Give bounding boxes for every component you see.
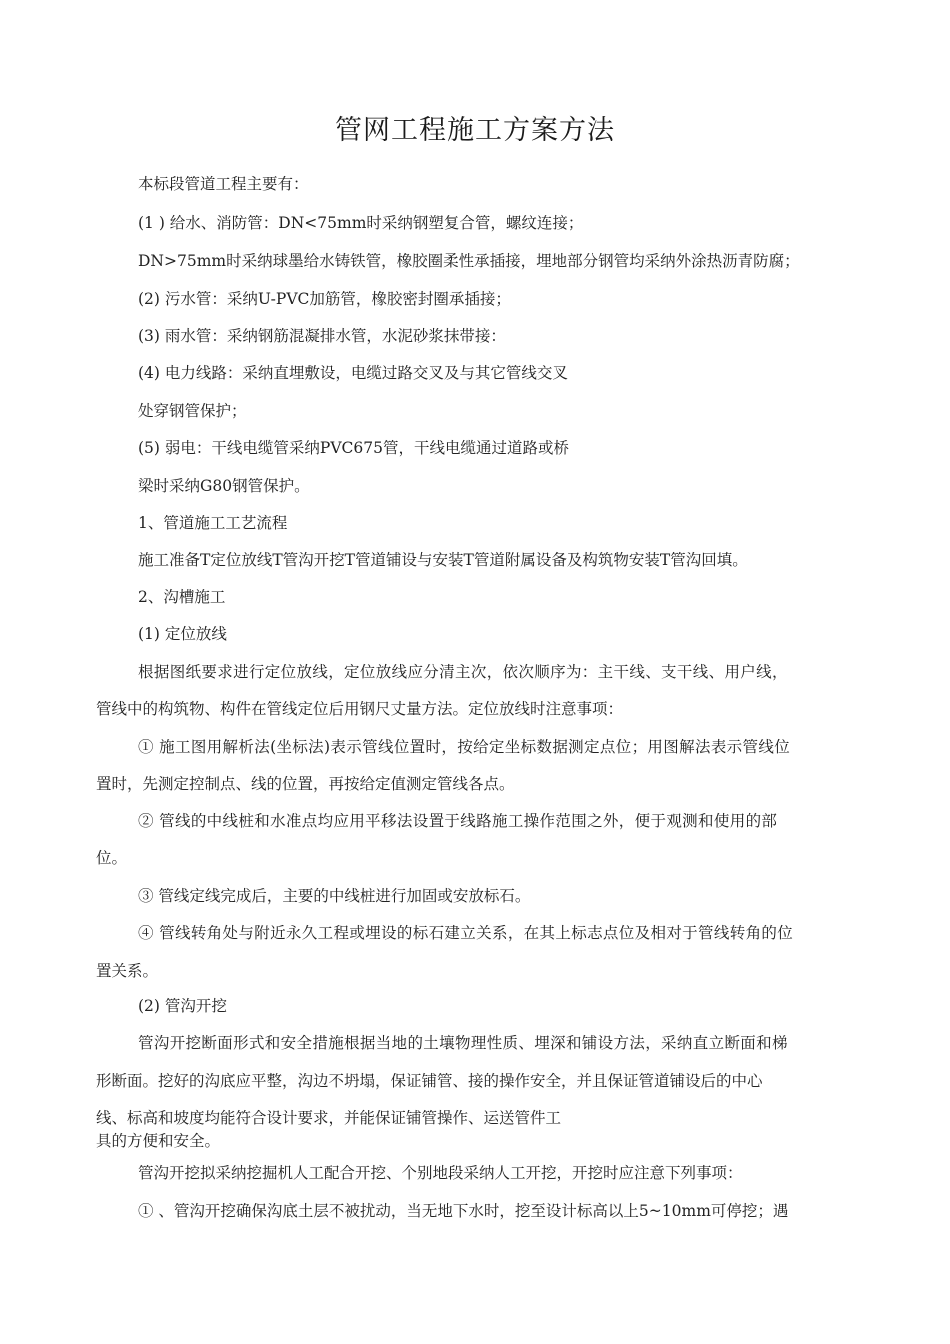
text-line: 线、标高和坡度均能符合设计要求，并能保证铺管操作、运送管件工 bbox=[96, 1109, 562, 1127]
page-title: 管网工程施工方案方法 bbox=[335, 115, 615, 146]
text-line: 形断面。挖好的沟底应平整，沟边不坍塌，保证铺管、接的操作安全，并且保证管道铺设后的中心 bbox=[96, 1072, 763, 1090]
text-line: 具的方便和安全。 bbox=[96, 1132, 221, 1150]
text-line: (2) 污水管：采纳U-PVC加筋管，橡胶密封圈承插接； bbox=[138, 290, 511, 308]
text-line: 根据图纸要求进行定位放线，定位放线应分清主次，依次顺序为：主干线、支干线、用户线， bbox=[138, 663, 788, 681]
text-line: 本标段管道工程主要有： bbox=[138, 175, 309, 193]
text-line: ③ 管线定线完成后，主要的中线桩进行加固或安放标石。 bbox=[138, 887, 531, 905]
subsection-heading: (2) 管沟开挖 bbox=[138, 997, 227, 1015]
text-line: 管沟开挖断面形式和安全措施根据当地的土壤物理性质、埋深和铺设方法，采纳直立断面和梯 bbox=[138, 1034, 788, 1052]
text-line: (3) 雨水管：采纳钢筋混凝排水管，水泥砂浆抹带接： bbox=[138, 327, 506, 345]
text-line: 置关系。 bbox=[96, 962, 159, 980]
text-line: ② 管线的中线桩和水准点均应用平移法设置于线路施工操作范围之外，便于观测和使用的部 bbox=[138, 812, 778, 830]
text-line: 管沟开挖拟采纳挖掘机人工配合开挖、个别地段采纳人工开挖，开挖时应注意下列事项： bbox=[138, 1164, 743, 1182]
text-line: ① 施工图用解析法(坐标法)表示管线位置时，按给定坐标数据测定点位；用图解法表示管线位 bbox=[138, 738, 791, 756]
text-line: ④ 管线转角处与附近永久工程或埋设的标石建立关系，在其上标志点位及相对于管线转角的位 bbox=[138, 924, 794, 942]
text-line: ① 、管沟开挖确保沟底土层不被扰动，当无地下水时，挖至设计标高以上5~10mm可停挖；遇 bbox=[138, 1202, 789, 1220]
text-line: (5) 弱电：干线电缆管采纳PVC675管，干线电缆通过道路或桥 bbox=[138, 439, 569, 457]
section-heading: 2、沟槽施工 bbox=[138, 588, 226, 606]
text-line: 管线中的构筑物、构件在管线定位后用钢尺丈量方法。定位放线时注意事项： bbox=[96, 700, 624, 718]
section-heading: 1、管道施工工艺流程 bbox=[138, 514, 288, 532]
text-line: (4) 电力线路：采纳直埋敷设，电缆过路交叉及与其它管线交叉 bbox=[138, 364, 568, 382]
text-line: 梁时采纳G80钢管保护。 bbox=[138, 477, 310, 495]
text-line: 位。 bbox=[96, 849, 128, 867]
text-line: (1 ) 给水、消防管：DN<75mm时采纳钢塑复合管，螺纹连接； bbox=[138, 214, 584, 232]
text-line: 置时，先测定控制点、线的位置，再按给定值测定管线各点。 bbox=[96, 775, 515, 793]
subsection-heading: (1) 定位放线 bbox=[138, 625, 227, 643]
text-line: DN>75mm时采纳球墨给水铸铁管，橡胶圈柔性承插接，埋地部分钢管均采纳外涂热沥青防腐； bbox=[138, 252, 800, 270]
text-line: 处穿钢管保护； bbox=[138, 402, 247, 420]
text-line: 施工准备T定位放线T管沟开挖T管道铺设与安装T管道附属设备及构筑物安装T管沟回填。 bbox=[138, 551, 748, 569]
